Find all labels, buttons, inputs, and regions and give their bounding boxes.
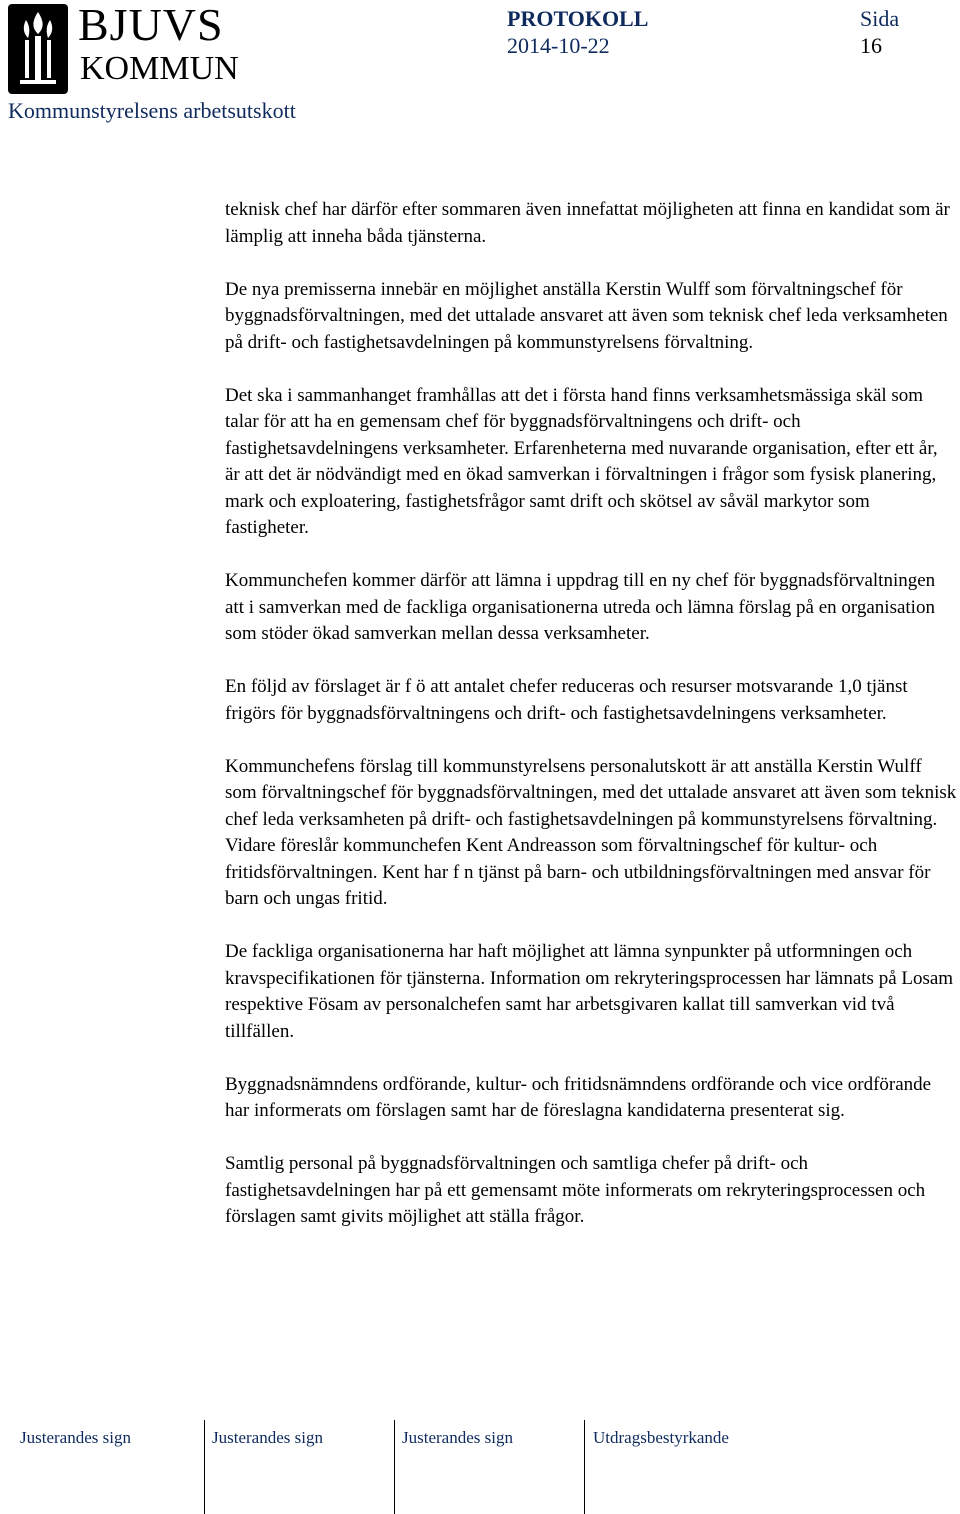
committee-name: Kommunstyrelsens arbetsutskott xyxy=(8,98,296,123)
page-number: 16 xyxy=(860,33,882,58)
paragraph: De fackliga organisationerna har haft möjlighet att lämna synpunkter på utformningen och kravspecifikationen för tjänsterna. Information om rekryteringsprocessen har lämnats på Losam respektive Fösam av personalchefen samt har arbetsgivaren kallat till samverkan vid två tillfällen. xyxy=(225,941,954,1042)
document-body xyxy=(225,197,957,1257)
paragraph: En följd av förslaget är f ö att antalet chefer reduceras och resurser motsvarande 1,0 tjänst frigörs för byggnadsförvaltningens och drift- och fastighetsavdelningens verksamheter. xyxy=(225,676,908,724)
signature-label: Utdragsbestyrkande xyxy=(593,1428,729,1447)
paragraph: Det ska i sammanhanget framhållas att det i första hand finns verksamhetsmässiga skäl som talar för att ha en gemensam chef för byggnadsförvaltningens och drift- och fastighetsavdelningens verksamheter. Erfarenheterna med nuvarande organisation, efter ett år, är att det är nödvändigt med en ökad samverkan i förvaltningen i frågor som fysisk planering, mark och exploatering, fastighetsfrågor samt drift och skötsel av såväl markytor som fastigheter. xyxy=(225,384,938,538)
signature-label: Justerandes sign xyxy=(212,1428,323,1447)
paragraph: teknisk chef har därför efter sommaren även innefattat möjligheten att finna en kandidat som är lämplig att inneha båda tjänsterna. xyxy=(225,199,950,247)
document-date: 2014-10-22 xyxy=(507,33,610,58)
paragraph: De nya premisserna innebär en möjlighet anställa Kerstin Wulff som förvaltningschef för byggnadsförvaltningen, med det uttalade ansvaret att även som teknisk chef leda verksamheten på drift- och fastighetsavdelningen på kommunstyrelsens förvaltning. xyxy=(225,278,948,353)
signature-label: Justerandes sign xyxy=(402,1428,513,1447)
paragraph: Samtlig personal på byggnadsförvaltningen och samtliga chefer på drift- och fastighetsavdelningen har på ett gemensamt möte informerats om rekryteringsprocessen och förslagen samt givits möjlighet att ställa frågor. xyxy=(225,1153,926,1227)
document-type: PROTOKOLL xyxy=(507,6,649,31)
paragraph: Byggnadsnämndens ordförande, kultur- och fritidsnämndens ordförande och vice ordförande har informerats om förslagen samt har de föreslagna kandidaterna presenterat sig. xyxy=(225,1073,932,1121)
signature-divider xyxy=(584,1420,585,1514)
paragraph: Kommunchefens förslag till kommunstyrelsens personalutskott är att anställa Kerstin Wulff som förvaltningschef för byggnadsförvaltningen, med det uttalade ansvaret att även som teknisk chef leda verksamheten på drift- och fastighetsavdelningen på kommunstyrelsens förvaltning. Vidare föreslår kommunchefen Kent Andreasson som förvaltningschef för kultur- och fritidsförvaltningen. Kent har f n tjänst på barn- och utbildningsförvaltningen med ansvar för barn och ungas fritid. xyxy=(225,755,957,909)
signature-divider xyxy=(394,1420,395,1514)
signature-footer xyxy=(0,1420,960,1514)
paragraph: Kommunchefen kommer därför att lämna i uppdrag till en ny chef för byggnadsförvaltningen att i samverkan med de fackliga organisationerna utreda och lämna förslag på en organisation som stöder ökad samverkan mellan dessa verksamheter. xyxy=(225,570,936,644)
page-label: Sida xyxy=(860,6,900,31)
org-name: BJUVS xyxy=(78,0,224,50)
org-sub: KOMMUN xyxy=(80,50,239,87)
signature-divider xyxy=(204,1420,205,1514)
torch-emblem-icon xyxy=(8,4,68,94)
signature-label: Justerandes sign xyxy=(20,1428,131,1447)
